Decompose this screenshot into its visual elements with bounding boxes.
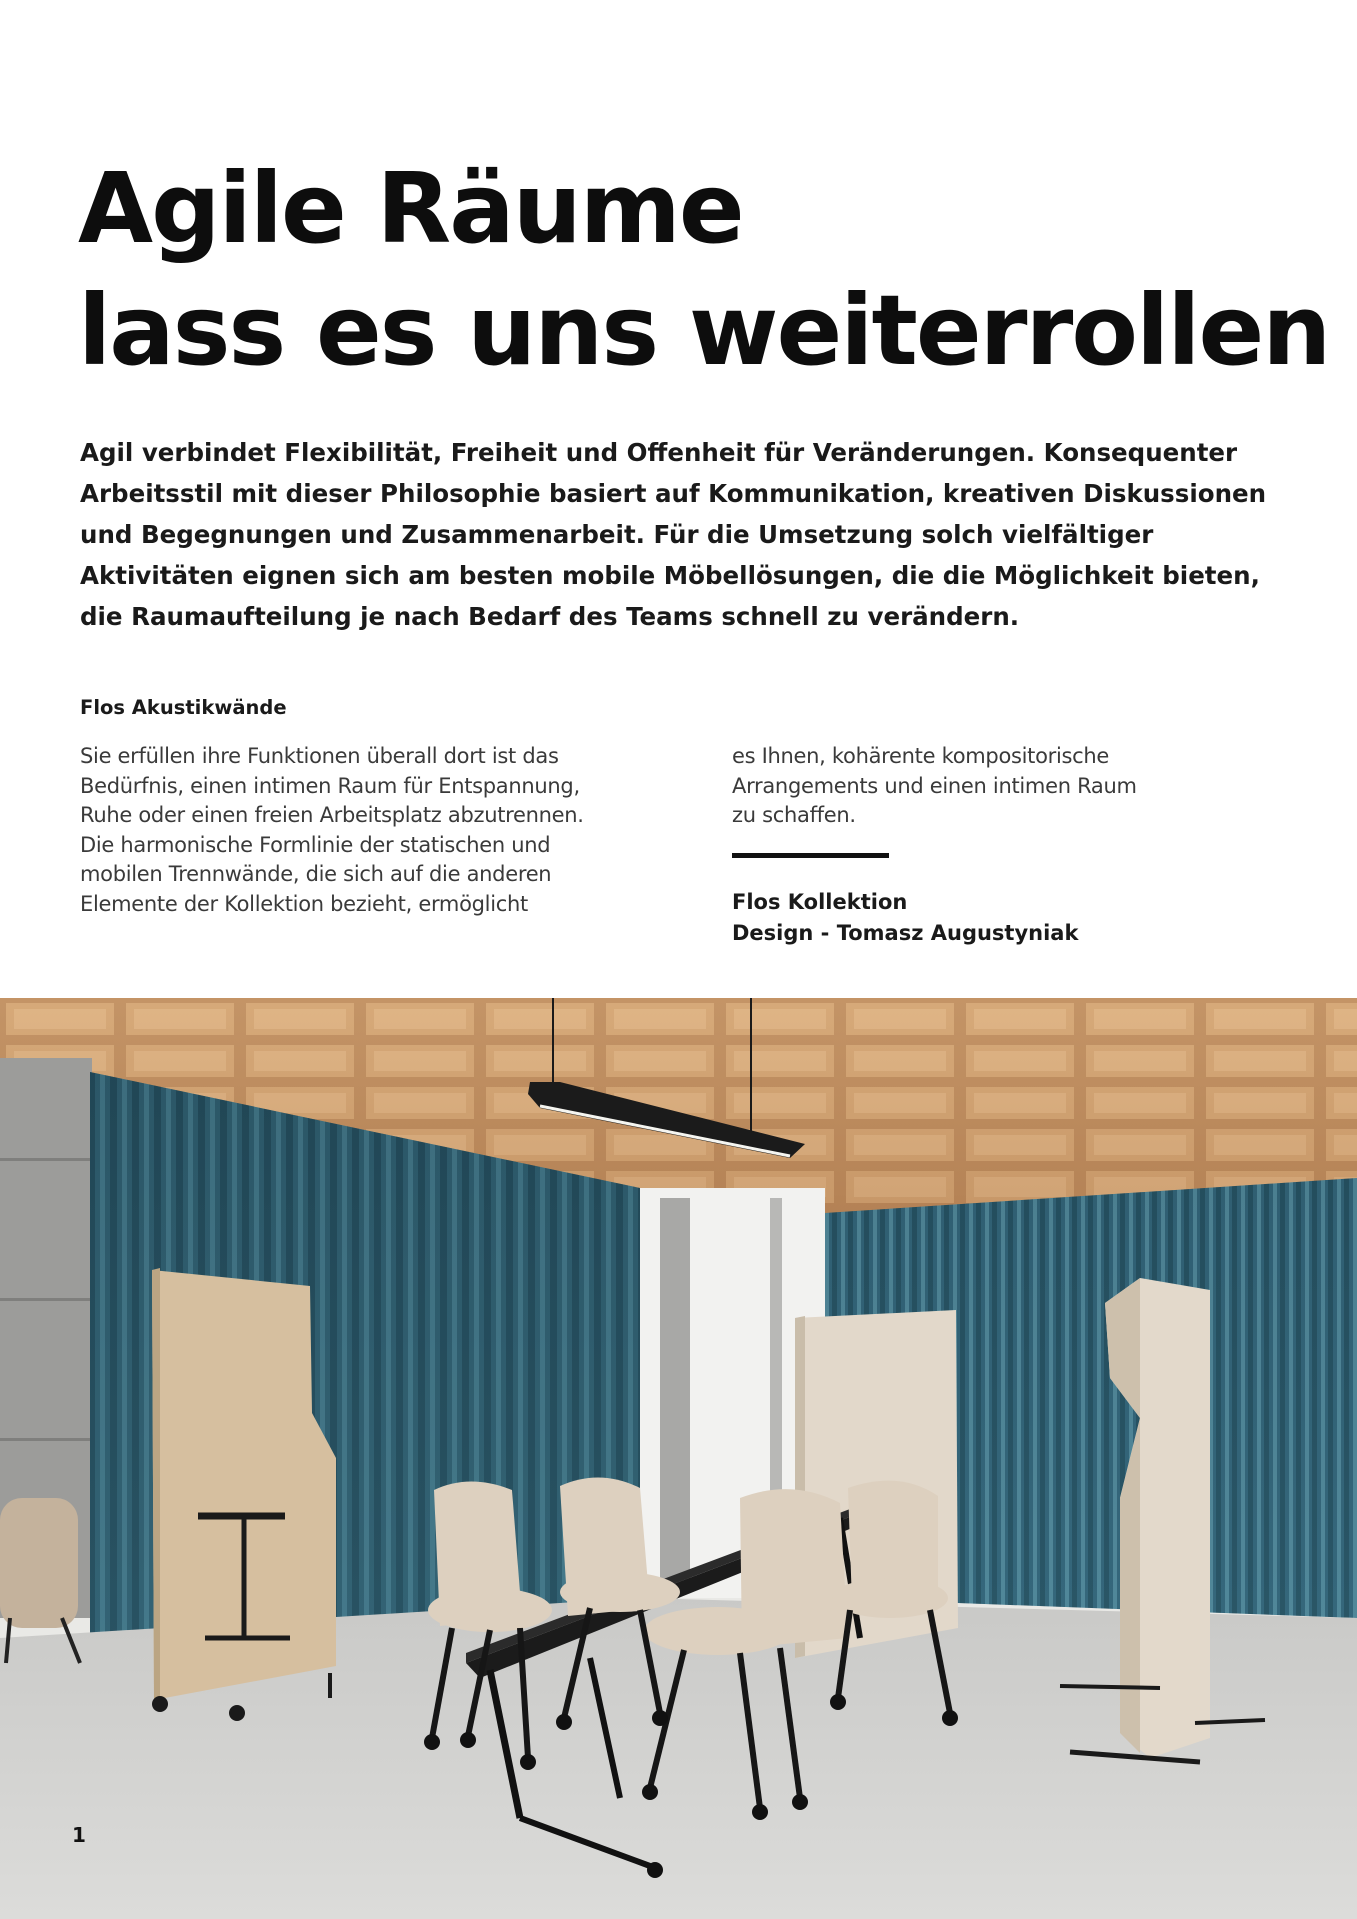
- intro-paragraph: [80, 432, 1280, 637]
- title-line-2: lass es uns weiterrollen: [78, 274, 1330, 387]
- title-line-1: Agile Räume: [78, 152, 743, 265]
- design-credit: [732, 887, 1078, 949]
- body-line: Die harmonische Formlinie der statischen und: [80, 832, 551, 857]
- body-line: es Ihnen, kohärente kompositorische: [732, 744, 1110, 768]
- intro-line: und Begegnungen und Zusammenarbeit. Für die Umsetzung solch vielfältiger: [80, 520, 1154, 549]
- intro-line: Aktivitäten eignen sich am besten mobile Möbellösungen, die die Möglichkeit bieten,: [80, 561, 1260, 590]
- page-number: 1: [72, 1823, 86, 1847]
- office-interior-photo: [0, 998, 1357, 1919]
- divider-rule: [732, 853, 889, 858]
- body-line: mobilen Trennwände, die sich auf die anderen: [80, 862, 552, 886]
- body-line: Bedürfnis, einen intimen Raum für Entspannung,: [80, 773, 580, 798]
- body-line: Ruhe oder einen freien Arbeitsplatz abzutrennen.: [80, 803, 584, 827]
- designer-name: Design - Tomasz Augustyniak: [732, 921, 1079, 945]
- page-title: [78, 148, 1330, 392]
- section-heading: Flos Akustikwände: [80, 696, 287, 719]
- intro-line: Agil verbindet Flexibilität, Freiheit und Offenheit für Veränderungen. Konsequenter: [80, 438, 1238, 467]
- collection-name: Flos Kollektion: [732, 890, 908, 914]
- body-text-right-column: [732, 742, 1137, 831]
- body-line: Arrangements und einen intimen Raum: [732, 773, 1137, 798]
- body-line: Elemente der Kollektion bezieht, ermöglicht: [80, 891, 528, 916]
- intro-line: die Raumaufteilung je nach Bedarf des Teams schnell zu verändern.: [80, 602, 1020, 631]
- body-line: zu schaffen.: [732, 803, 856, 827]
- body-text-left-column: [80, 742, 584, 919]
- intro-line: Arbeitsstil mit dieser Philosophie basiert auf Kommunikation, kreativen Diskussionen: [80, 479, 1267, 508]
- body-line: Sie erfüllen ihre Funktionen überall dort ist das: [80, 744, 559, 768]
